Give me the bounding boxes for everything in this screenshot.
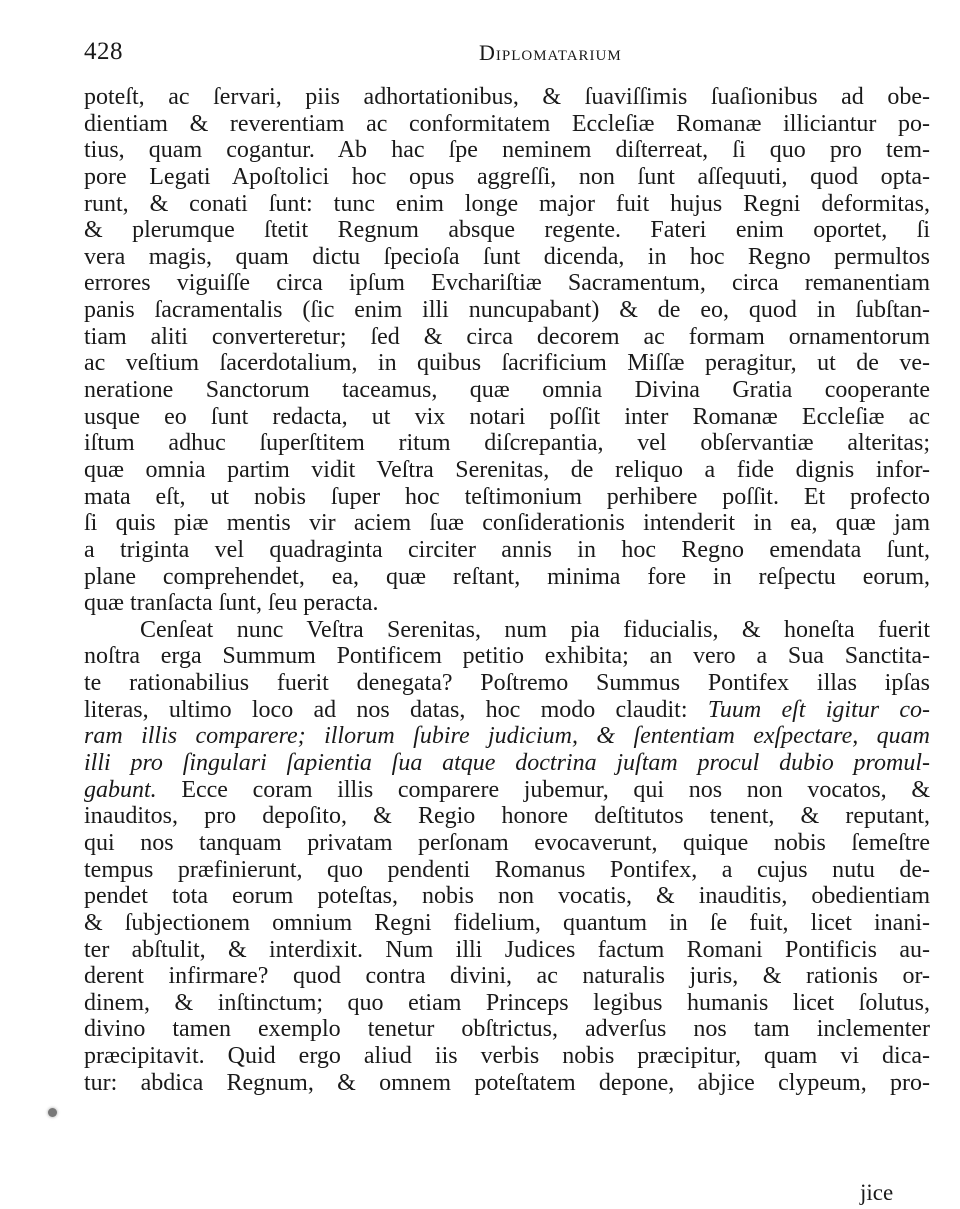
paragraph-end-line: quæ tranſacta ſunt, ſeu peracta. (84, 590, 379, 617)
text-line: & plerumque ſtetit Regnum absque regente. Fateri enim oportet, ſi (84, 217, 930, 244)
text-line: te rationabilius fuerit denegata? Poſtremo Summus Pontifex illas ipſas (84, 670, 930, 697)
text-line: tempus præfinierunt, quo pendenti Romanus Pontifex, a cujus nutu de- (84, 856, 930, 883)
text-line: errores viguiſſe circa ipſum Evchariſtiæ Sacramentum, circa remanentiam (84, 270, 930, 297)
roman-fragment: Ecce coram illis comparere jubemur, qui nos non vocatos, & (156, 776, 930, 803)
running-head: Diplomatarium (479, 40, 622, 65)
text-line: panis ſacramentalis (ſic enim illi nuncupabant) & de eo, quod in ſubſtan- (84, 297, 930, 324)
page-number: 428 (84, 38, 123, 65)
text-line: ſi quis piæ mentis vir aciem ſuæ conſiderationis intenderit in ea, quæ jam (84, 510, 930, 537)
italic-quote-fragment: gabunt. (84, 776, 157, 803)
paragraph-start-line: Cenſeat nunc Veſtra Serenitas, num pia fiducialis, & honeſta fuerit (140, 616, 930, 643)
text-line: runt, & conati ſunt: tunc enim longe major fuit hujus Regni deformitas, (84, 190, 930, 217)
text-body (84, 84, 930, 1096)
text-line: iſtum adhuc ſuperſtitem ritum diſcrepantia, vel obſervantiæ alteritas; (84, 430, 930, 457)
text-line: dinem, & inſtinctum; quo etiam Princeps legibus humanis licet ſolutus, (84, 989, 930, 1016)
text-line: inauditos, pro depoſito, & Regio honore deſtitutos tenent, & reputant, (84, 803, 930, 830)
text-line: noſtra erga Summum Pontificem petitio exhibita; an vero a Sua Sanctita- (84, 643, 930, 670)
text-line: mata eſt, ut nobis ſuper hoc teſtimonium perhibere poſſit. Et profecto (84, 483, 930, 510)
text-line: derent infirmare? quod contra divini, ac naturalis juris, & rationis or- (84, 963, 930, 990)
text-line: tur: abdica Regnum, & omnem poteſtatem depone, abjice clypeum, pro- (84, 1069, 930, 1096)
text-line: tiam aliti converteretur; ſed & circa decorem ac formam ornamentorum (84, 323, 930, 350)
italic-quote-line: illi pro ſingulari ſapientia ſua atque doctrina juſtam procul dubio promul- (84, 750, 930, 777)
text-line-mixed (84, 697, 930, 724)
text-line: tius, quam cogantur. Ab hac ſpe neminem diſterreat, ſi quo pro tem- (84, 137, 930, 164)
text-line: pore Legati Apoſtolici hoc opus aggreſſi, non ſunt aſſequuti, quod opta- (84, 163, 930, 190)
page-header (84, 34, 924, 70)
italic-quote-fragment: Tuum eſt igitur co- (707, 696, 930, 723)
text-line: vera magis, quam dictu ſpecioſa ſunt dicenda, in hoc Regno permultos (84, 243, 930, 270)
text-line: & ſubjectionem omnium Regni fidelium, quantum in ſe fuit, licet inani- (84, 909, 930, 936)
ink-speck (48, 1108, 57, 1117)
roman-fragment: literas, ultimo loco ad nos datas, hoc modo claudit: (84, 696, 688, 723)
text-line: a triginta vel quadraginta circiter annis in hoc Regno emendata ſunt, (84, 536, 930, 563)
text-line: usque eo ſunt redacta, ut vix notari poſſit inter Romanæ Eccleſiæ ac (84, 403, 930, 430)
text-line: plane comprehendet, ea, quæ reſtant, minima fore in reſpectu eorum, (84, 563, 930, 590)
text-line: neratione Sanctorum taceamus, quæ omnia Divina Gratia cooperante (84, 377, 930, 404)
text-line: divino tamen exemplo tenetur obſtrictus, adverſus nos tam inclementer (84, 1016, 930, 1043)
text-line: ac veſtium ſacerdotalium, in quibus ſacrificium Miſſæ peragitur, ut de ve- (84, 350, 930, 377)
text-line: ter abſtulit, & interdixit. Num illi Judices factum Romani Pontificis au- (84, 936, 930, 963)
text-line: præcipitavit. Quid ergo aliud iis verbis nobis præcipitur, quam vi dica- (84, 1043, 930, 1070)
text-line: quæ omnia partim vidit Veſtra Serenitas, de reliquo a fide dignis infor- (84, 456, 930, 483)
catchword: jice (860, 1180, 894, 1205)
text-line: poteſt, ac ſervari, piis adhortationibus, & ſuaviſſimis ſuaſionibus ad obe- (84, 84, 930, 110)
text-line: qui nos tanquam privatam perſonam evocaverunt, quique nobis ſemeſtre (84, 829, 930, 856)
text-line: pendet tota eorum poteſtas, nobis non vocatis, & inauditis, obedientiam (84, 883, 930, 910)
text-line: dientiam & reverentiam ac conformitatem Eccleſiæ Romanæ illiciantur po- (84, 110, 930, 137)
italic-quote-line: ram illis comparere; illorum ſubire judicium, & ſententiam exſpectare, quam (84, 723, 930, 750)
text-line-mixed (84, 777, 930, 804)
